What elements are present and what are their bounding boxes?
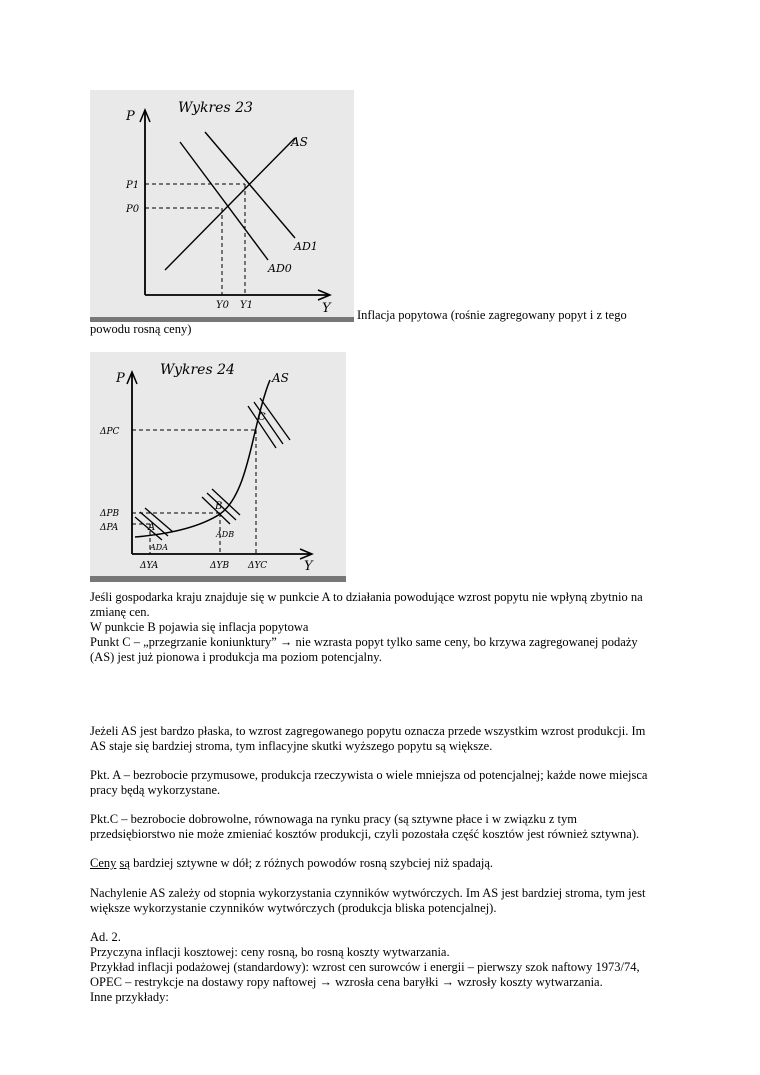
figure-1-caption-line1: Inflacja popytowa (rośnie zagregowany popyt i z tego (357, 308, 627, 322)
arrow-icon: → (279, 635, 293, 649)
y1-label: Y1 (240, 300, 253, 311)
word-ceny: Ceny (90, 856, 117, 870)
delta-pa-label: ΔPA (100, 523, 119, 533)
para5-rest: bardziej sztywne w dół; z różnych powodów rosną szybciej niż spadają. (129, 856, 494, 870)
para7-line4-b: wzrosła cena baryłki (335, 975, 439, 989)
y-axis-2-label: Y (304, 559, 313, 574)
point-b-label: B (215, 501, 223, 512)
as-curve (165, 138, 295, 270)
figure-wykres-23 (90, 90, 354, 322)
delta-ya-label: ΔYA (140, 561, 159, 571)
para4-line2: przedsiębiorstwo nie może zmieniać kosztów produkcji, czyli pozostała część kosztów jest również sztywna). (90, 827, 640, 841)
delta-pb-label: ΔPB (100, 509, 120, 519)
word-sa: są (119, 856, 130, 870)
para6-line1: Nachylenie AS zależy od stopnia wykorzystania czynników wytwórczych. Im AS jest bardziej stroma, tym jest (90, 886, 646, 900)
wykres-24-title: Wykres 24 (160, 362, 235, 378)
para1-line4-start: Punkt C – „przegrzanie koniunktury” (90, 635, 277, 649)
ad1-curve (205, 132, 295, 238)
y-axis-label: Y (322, 301, 331, 316)
para1-line3: W punkcie B pojawia się inflacja popytowa (90, 620, 309, 634)
wykres-23-title: Wykres 23 (178, 100, 253, 116)
para2-line2: AS staje się bardziej stroma, tym inflacyjne skutki wyższego popytu są większe. (90, 739, 493, 753)
wykres-24-graph (90, 352, 346, 582)
y0-label: Y0 (216, 300, 229, 311)
para1-line4 (90, 635, 638, 650)
arrow-icon: → (441, 975, 455, 989)
para7-line4 (90, 975, 603, 990)
figure-1-caption-line2: powodu rosną ceny) (90, 322, 192, 336)
delta-yb-label: ΔYB (210, 561, 230, 571)
para7-line3: Przykład inflacji podażowej (standardowy): wzrost cen surowców i energii – pierwszy szok naftowy 1973/74, (90, 960, 640, 974)
delta-yc-label: ΔYC (248, 561, 268, 571)
para7-heading: Ad. 2. (90, 930, 121, 944)
para6-line2: większe wykorzystanie czynników wytwórczych (produkcja bliska potencjalnej). (90, 901, 497, 915)
arrow-icon: → (319, 975, 332, 989)
para7-line4-a: OPEC – restrykcje na dostawy ropy naftowej (90, 975, 317, 989)
figure-wykres-24 (90, 352, 346, 582)
para1-line1: Jeśli gospodarka kraju znajduje się w punkcie A to działania powodujące wzrost popytu nie wpłyną zbytnio na (90, 590, 643, 604)
p1-label: P1 (126, 180, 140, 191)
delta-pc-label: ΔPC (100, 427, 120, 437)
ad-b-label: ADB (216, 530, 235, 539)
p0-label: P0 (126, 204, 140, 215)
para1-line5: (AS) jest już pionowa i produkcja ma poziom potencjalny. (90, 650, 382, 664)
point-a-label: A (148, 522, 156, 533)
point-c-label: C (258, 412, 266, 423)
para5-line1 (90, 856, 493, 871)
as-label: AS (291, 135, 308, 149)
para2-line1: Jeżeli AS jest bardzo płaska, to wzrost zagregowanego popytu oznacza przede wszystkim wzrost produkcji. Im (90, 724, 646, 738)
wykres-23-graph (90, 90, 354, 322)
para1-line2: zmianę cen. (90, 605, 150, 619)
ad1-label: AD1 (294, 240, 318, 253)
p-axis-label: P (126, 109, 135, 124)
as-label-2: AS (272, 371, 289, 385)
para3-line1: Pkt. A – bezrobocie przymusowe, produkcja rzeczywista o wiele mniejsza od potencjalnej; każde nowe miejsca (90, 768, 648, 782)
para7-line4-c: wzrosły koszty wytwarzania. (457, 975, 603, 989)
ad0-label: AD0 (268, 262, 292, 275)
para3-line2: pracy będą wykorzystane. (90, 783, 221, 797)
para1-line4-end: nie wzrasta popyt tylko same ceny, bo krzywa zagregowanej podaży (295, 635, 638, 649)
para4-line1: Pkt.C – bezrobocie dobrowolne, równowaga na rynku pracy (są sztywne płace i w związku z tym (90, 812, 577, 826)
p-axis-2-label: P (116, 371, 125, 386)
para7-line5: Inne przykłady: (90, 990, 169, 1004)
ad-a-label: ADA (150, 543, 168, 552)
para7-line2: Przyczyna inflacji kosztowej: ceny rosną, bo rosną koszty wytwarzania. (90, 945, 450, 959)
